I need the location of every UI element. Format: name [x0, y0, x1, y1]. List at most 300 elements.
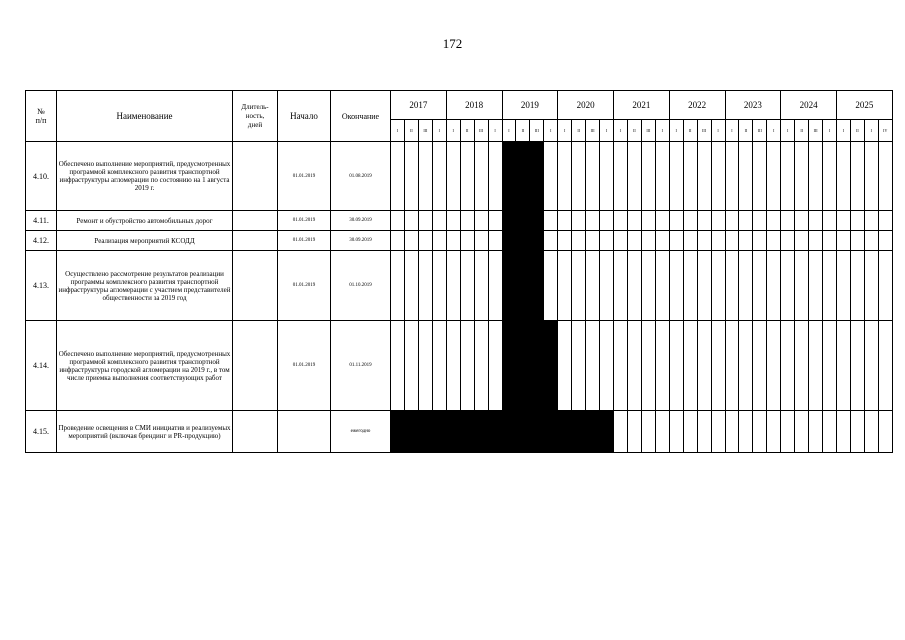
- quarter-header: I: [669, 120, 683, 142]
- gantt-cell: [711, 321, 725, 411]
- row-duration: [233, 211, 278, 231]
- gantt-cell: [391, 231, 405, 251]
- gantt-cell: [655, 411, 669, 453]
- gantt-cell: [404, 142, 418, 211]
- gantt-cell: [446, 142, 460, 211]
- row-number: 4.15.: [26, 411, 57, 453]
- quarter-header: II: [627, 120, 641, 142]
- quarter-header: I: [558, 120, 572, 142]
- gantt-cell: [627, 142, 641, 211]
- quarter-header: II: [683, 120, 697, 142]
- gantt-cell: [767, 231, 781, 251]
- gantt-cell: [530, 321, 544, 411]
- gantt-cell: [753, 411, 767, 453]
- quarter-header: I: [864, 120, 878, 142]
- gantt-cell: [823, 211, 837, 231]
- gantt-cell: [586, 251, 600, 321]
- quarter-header: III: [586, 120, 600, 142]
- gantt-cell: [697, 211, 711, 231]
- quarter-header: II: [739, 120, 753, 142]
- gantt-cell: [614, 142, 628, 211]
- gantt-table: [25, 90, 893, 453]
- gantt-cell: [683, 211, 697, 231]
- gantt-cell: [558, 321, 572, 411]
- gantt-cell: [391, 251, 405, 321]
- gantt-cell: [586, 321, 600, 411]
- gantt-cell: [474, 411, 488, 453]
- gantt-cell: [864, 211, 878, 231]
- gantt-cell: [781, 231, 795, 251]
- gantt-cell: [864, 321, 878, 411]
- gantt-cell: [418, 231, 432, 251]
- gantt-cell: [432, 211, 446, 231]
- gantt-cell: [432, 411, 446, 453]
- row-end: 30.09.2019: [331, 231, 391, 251]
- gantt-cell: [669, 142, 683, 211]
- gantt-cell: [767, 142, 781, 211]
- gantt-cell: [404, 321, 418, 411]
- gantt-cell: [837, 251, 851, 321]
- gantt-cell: [627, 211, 641, 231]
- gantt-cell: [795, 251, 809, 321]
- row-name: Проведение освещения в СМИ инициатив и реализуемых мероприятий (включая брендинг и PR-продукцию): [57, 411, 233, 453]
- gantt-cell: [809, 411, 823, 453]
- gantt-cell: [753, 321, 767, 411]
- gantt-cell: [725, 251, 739, 321]
- gantt-cell: [823, 411, 837, 453]
- gantt-cell: [558, 251, 572, 321]
- row-start: 01.01.2019: [278, 211, 331, 231]
- gantt-cell: [627, 411, 641, 453]
- gantt-cell: [516, 321, 530, 411]
- gantt-cell: [460, 411, 474, 453]
- gantt-cell: [572, 231, 586, 251]
- gantt-cell: [725, 411, 739, 453]
- gantt-cell: [878, 251, 892, 321]
- gantt-cell: [404, 211, 418, 231]
- quarter-header: II: [572, 120, 586, 142]
- year-header: 2024: [781, 91, 837, 120]
- gantt-cell: [739, 411, 753, 453]
- gantt-cell: [432, 251, 446, 321]
- row-end: 30.09.2019: [331, 211, 391, 231]
- gantt-cell: [795, 142, 809, 211]
- quarter-header: I: [614, 120, 628, 142]
- gantt-cell: [711, 211, 725, 231]
- year-header: 2017: [391, 91, 447, 120]
- quarter-header: I: [823, 120, 837, 142]
- gantt-cell: [850, 231, 864, 251]
- gantt-cell: [850, 251, 864, 321]
- gantt-cell: [864, 411, 878, 453]
- gantt-cell: [474, 142, 488, 211]
- gantt-cell: [558, 142, 572, 211]
- gantt-cell: [837, 142, 851, 211]
- gantt-cell: [655, 142, 669, 211]
- gantt-cell: [669, 231, 683, 251]
- gantt-cell: [488, 211, 502, 231]
- gantt-cell: [683, 321, 697, 411]
- gantt-cell: [600, 231, 614, 251]
- gantt-cell: [516, 211, 530, 231]
- quarter-header: I: [725, 120, 739, 142]
- table-row: [26, 321, 893, 411]
- row-end: 01.08.2019: [331, 142, 391, 211]
- header-num: № п/п: [26, 91, 57, 142]
- gantt-cell: [725, 211, 739, 231]
- gantt-cell: [460, 321, 474, 411]
- gantt-cell: [530, 211, 544, 231]
- row-duration: [233, 251, 278, 321]
- gantt-cell: [683, 231, 697, 251]
- year-header: 2025: [837, 91, 893, 120]
- row-start: 01.01.2019: [278, 231, 331, 251]
- gantt-cell: [474, 321, 488, 411]
- gantt-cell: [725, 321, 739, 411]
- gantt-cell: [767, 251, 781, 321]
- gantt-cell: [878, 411, 892, 453]
- quarter-header: I: [781, 120, 795, 142]
- gantt-cell: [739, 231, 753, 251]
- gantt-cell: [823, 251, 837, 321]
- quarter-header: II: [516, 120, 530, 142]
- gantt-cell: [614, 251, 628, 321]
- row-start: 01.01.2019: [278, 142, 331, 211]
- gantt-cell: [544, 321, 558, 411]
- gantt-cell: [488, 251, 502, 321]
- gantt-cell: [446, 321, 460, 411]
- gantt-cell: [530, 411, 544, 453]
- gantt-cell: [488, 142, 502, 211]
- gantt-cell: [878, 142, 892, 211]
- quarter-header: I: [391, 120, 405, 142]
- year-header: 2021: [614, 91, 670, 120]
- gantt-cell: [823, 142, 837, 211]
- table-row: [26, 251, 893, 321]
- gantt-cell: [767, 211, 781, 231]
- gantt-cell: [711, 411, 725, 453]
- gantt-cell: [809, 142, 823, 211]
- row-end: ежегодно: [331, 411, 391, 453]
- gantt-cell: [837, 411, 851, 453]
- gantt-cell: [502, 411, 516, 453]
- quarter-header: I: [655, 120, 669, 142]
- gantt-cell: [460, 251, 474, 321]
- gantt-cell: [669, 411, 683, 453]
- row-start: 01.01.2019: [278, 321, 331, 411]
- quarter-header: III: [809, 120, 823, 142]
- gantt-cell: [572, 142, 586, 211]
- gantt-cell: [711, 251, 725, 321]
- year-header: 2022: [669, 91, 725, 120]
- quarter-header: I: [711, 120, 725, 142]
- quarter-header: IV: [878, 120, 892, 142]
- gantt-cell: [488, 231, 502, 251]
- quarter-header: II: [795, 120, 809, 142]
- row-number: 4.10.: [26, 142, 57, 211]
- gantt-cell: [809, 231, 823, 251]
- gantt-cell: [502, 142, 516, 211]
- gantt-cell: [864, 251, 878, 321]
- gantt-cell: [739, 321, 753, 411]
- gantt-cell: [432, 142, 446, 211]
- gantt-cell: [655, 321, 669, 411]
- gantt-cell: [795, 231, 809, 251]
- gantt-cell: [600, 411, 614, 453]
- gantt-cell: [586, 211, 600, 231]
- gantt-cell: [850, 411, 864, 453]
- gantt-cell: [850, 142, 864, 211]
- table-row: [26, 142, 893, 211]
- table-row: [26, 211, 893, 231]
- gantt-cell: [502, 251, 516, 321]
- gantt-cell: [432, 321, 446, 411]
- gantt-cell: [655, 211, 669, 231]
- gantt-cell: [516, 411, 530, 453]
- gantt-cell: [669, 251, 683, 321]
- quarter-header: III: [697, 120, 711, 142]
- gantt-cell: [697, 251, 711, 321]
- gantt-cell: [878, 211, 892, 231]
- gantt-cell: [711, 231, 725, 251]
- gantt-cell: [697, 411, 711, 453]
- row-name: Обеспечено выполнение мероприятий, предусмотренных программой комплексного развития транспортной инфраструктуры городской агломерации на 2019 г., в том числе приемка выполнения соответствующих работ: [57, 321, 233, 411]
- quarter-header: II: [404, 120, 418, 142]
- gantt-cell: [669, 321, 683, 411]
- quarter-header: II: [460, 120, 474, 142]
- gantt-cell: [767, 411, 781, 453]
- quarter-header: I: [488, 120, 502, 142]
- gantt-cell: [641, 211, 655, 231]
- gantt-cell: [864, 231, 878, 251]
- gantt-cell: [530, 231, 544, 251]
- gantt-cell: [600, 142, 614, 211]
- gantt-cell: [809, 211, 823, 231]
- quarter-header: I: [767, 120, 781, 142]
- gantt-cell: [795, 211, 809, 231]
- header-duration: Длитель- ность, дней: [233, 91, 278, 142]
- year-header: 2020: [558, 91, 614, 120]
- quarter-header: III: [474, 120, 488, 142]
- row-name: Реализация мероприятий КСОДД: [57, 231, 233, 251]
- gantt-cell: [823, 231, 837, 251]
- gantt-cell: [655, 251, 669, 321]
- quarter-header: I: [600, 120, 614, 142]
- header-start: Начало: [278, 91, 331, 142]
- gantt-cell: [418, 411, 432, 453]
- gantt-cell: [753, 251, 767, 321]
- quarter-header: III: [641, 120, 655, 142]
- quarter-header: III: [418, 120, 432, 142]
- gantt-cell: [600, 321, 614, 411]
- gantt-cell: [418, 251, 432, 321]
- gantt-cell: [753, 142, 767, 211]
- row-start: 01.01.2019: [278, 251, 331, 321]
- gantt-cell: [558, 231, 572, 251]
- gantt-cell: [739, 142, 753, 211]
- gantt-cell: [781, 251, 795, 321]
- year-header: 2018: [446, 91, 502, 120]
- gantt-cell: [614, 411, 628, 453]
- gantt-cell: [432, 231, 446, 251]
- gantt-cell: [781, 142, 795, 211]
- gantt-cell: [502, 321, 516, 411]
- gantt-cell: [516, 251, 530, 321]
- gantt-cell: [641, 251, 655, 321]
- gantt-cell: [572, 251, 586, 321]
- gantt-cell: [446, 211, 460, 231]
- gantt-cell: [614, 321, 628, 411]
- gantt-cell: [753, 211, 767, 231]
- gantt-cell: [850, 211, 864, 231]
- gantt-cell: [404, 411, 418, 453]
- gantt-cell: [655, 231, 669, 251]
- gantt-cell: [837, 231, 851, 251]
- quarter-header: I: [837, 120, 851, 142]
- gantt-cell: [878, 231, 892, 251]
- row-duration: [233, 231, 278, 251]
- gantt-cell: [460, 211, 474, 231]
- gantt-cell: [488, 411, 502, 453]
- header-end: Окончание: [331, 91, 391, 142]
- gantt-cell: [558, 211, 572, 231]
- table-row: [26, 411, 893, 453]
- gantt-cell: [878, 321, 892, 411]
- gantt-cell: [502, 231, 516, 251]
- gantt-cell: [697, 321, 711, 411]
- gantt-cell: [795, 321, 809, 411]
- row-name: Обеспечено выполнение мероприятий, предусмотренных программой комплексного развития транспортной инфраструктуры агломерации по состоянию на 1 августа 2019 г.: [57, 142, 233, 211]
- gantt-cell: [614, 211, 628, 231]
- quarter-header: III: [753, 120, 767, 142]
- gantt-cell: [683, 142, 697, 211]
- gantt-cell: [586, 411, 600, 453]
- row-duration: [233, 411, 278, 453]
- gantt-cell: [725, 231, 739, 251]
- gantt-cell: [627, 231, 641, 251]
- gantt-cell: [641, 411, 655, 453]
- gantt-cell: [474, 211, 488, 231]
- gantt-cell: [404, 251, 418, 321]
- gantt-cell: [391, 211, 405, 231]
- row-name: Осуществлено рассмотрение результатов реализации программы комплексного развития транспортной инфраструктуры агломерации с участием представителей общественности за 2019 год: [57, 251, 233, 321]
- gantt-cell: [600, 211, 614, 231]
- gantt-cell: [572, 211, 586, 231]
- gantt-cell: [669, 211, 683, 231]
- gantt-cell: [753, 231, 767, 251]
- gantt-cell: [781, 321, 795, 411]
- gantt-cell: [641, 142, 655, 211]
- gantt-cell: [641, 231, 655, 251]
- quarter-header: III: [530, 120, 544, 142]
- gantt-cell: [558, 411, 572, 453]
- gantt-cell: [418, 211, 432, 231]
- row-end: 01.11.2019: [331, 321, 391, 411]
- gantt-cell: [530, 251, 544, 321]
- gantt-cell: [837, 321, 851, 411]
- gantt-cell: [739, 251, 753, 321]
- gantt-cell: [795, 411, 809, 453]
- gantt-cell: [781, 211, 795, 231]
- row-number: 4.14.: [26, 321, 57, 411]
- gantt-cell: [460, 142, 474, 211]
- gantt-cell: [530, 142, 544, 211]
- gantt-cell: [697, 142, 711, 211]
- page-number: 172: [442, 36, 463, 51]
- gantt-cell: [850, 321, 864, 411]
- row-start: [278, 411, 331, 453]
- table-row: [26, 231, 893, 251]
- gantt-cell: [544, 411, 558, 453]
- gantt-cell: [683, 251, 697, 321]
- gantt-cell: [544, 211, 558, 231]
- gantt-cell: [586, 231, 600, 251]
- gantt-cell: [586, 142, 600, 211]
- quarter-header: I: [544, 120, 558, 142]
- gantt-cell: [544, 142, 558, 211]
- gantt-cell: [627, 321, 641, 411]
- gantt-cell: [516, 142, 530, 211]
- gantt-cell: [474, 251, 488, 321]
- quarter-header: I: [502, 120, 516, 142]
- gantt-cell: [502, 211, 516, 231]
- gantt-cell: [544, 251, 558, 321]
- gantt-cell: [391, 142, 405, 211]
- row-duration: [233, 321, 278, 411]
- gantt-cell: [418, 142, 432, 211]
- gantt-cell: [767, 321, 781, 411]
- row-number: 4.13.: [26, 251, 57, 321]
- gantt-cell: [837, 211, 851, 231]
- gantt-cell: [781, 411, 795, 453]
- gantt-cell: [864, 142, 878, 211]
- gantt-cell: [600, 251, 614, 321]
- gantt-cell: [474, 231, 488, 251]
- gantt-cell: [391, 321, 405, 411]
- quarter-header: II: [850, 120, 864, 142]
- gantt-cell: [697, 231, 711, 251]
- row-duration: [233, 142, 278, 211]
- gantt-cell: [809, 251, 823, 321]
- gantt-cell: [641, 321, 655, 411]
- gantt-cell: [544, 231, 558, 251]
- gantt-cell: [823, 321, 837, 411]
- gantt-cell: [446, 411, 460, 453]
- row-number: 4.12.: [26, 231, 57, 251]
- gantt-cell: [572, 321, 586, 411]
- gantt-cell: [711, 142, 725, 211]
- row-end: 01.10.2019: [331, 251, 391, 321]
- gantt-cell: [391, 411, 405, 453]
- row-name: Ремонт и обустройство автомобильных дорог: [57, 211, 233, 231]
- gantt-cell: [404, 231, 418, 251]
- gantt-cell: [446, 231, 460, 251]
- gantt-cell: [488, 321, 502, 411]
- year-header: 2023: [725, 91, 781, 120]
- gantt-cell: [446, 251, 460, 321]
- gantt-cell: [809, 321, 823, 411]
- gantt-cell: [683, 411, 697, 453]
- gantt-cell: [572, 411, 586, 453]
- gantt-cell: [725, 142, 739, 211]
- gantt-cell: [739, 211, 753, 231]
- header-name: Наименование: [57, 91, 233, 142]
- gantt-cell: [614, 231, 628, 251]
- quarter-header: I: [432, 120, 446, 142]
- year-header: 2019: [502, 91, 558, 120]
- gantt-cell: [516, 231, 530, 251]
- gantt-cell: [460, 231, 474, 251]
